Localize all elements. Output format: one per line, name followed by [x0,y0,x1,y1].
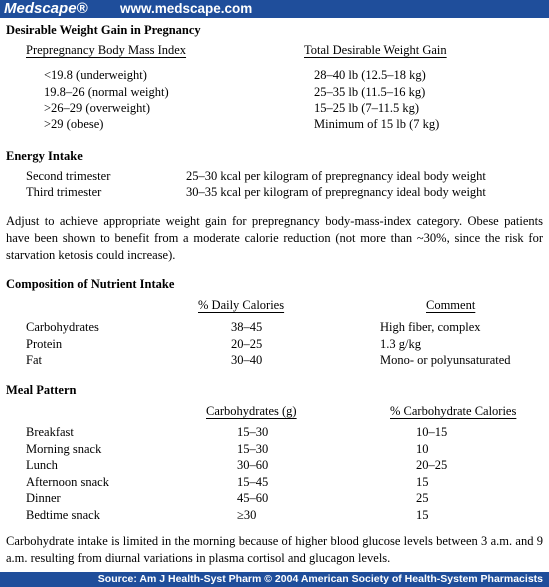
table-cell: 15 [416,475,429,489]
daily-calories-header: % Daily Calories [198,298,285,312]
meal-pattern-title: Meal Pattern [6,383,77,397]
table-cell: 15–25 lb (7–11.5 kg) [314,101,420,115]
table-cell: 30–40 [231,353,263,367]
table-cell: 15–30 [237,442,269,456]
carbohydrates-header: Carbohydrates (g) [206,404,297,418]
table-cell: Lunch [26,458,58,472]
table-cell: Second trimester [26,169,111,183]
weight-gain-title: Desirable Weight Gain in Pregnancy [6,23,201,37]
table-cell: 10 [416,442,429,456]
meal-note: Carbohydrate intake is limited in the morning because of higher blood glucose levels between 3 a.m. and 9 a.m. resulting from diurnal variations in plasma cortisol and glucagon levels. [6,534,543,565]
table-cell: 45–60 [237,491,269,505]
table-cell: 25–30 kcal per kilogram of prepregnancy ideal body weight [186,169,486,183]
source-citation: Source: Am J Health-Syst Pharm © 2004 American Society of Health-System Pharmacists [97,573,543,585]
table-cell: 28–40 lb (12.5–18 kg) [314,68,426,82]
table-cell: Protein [26,337,63,351]
table-cell: 38–45 [231,320,263,334]
table-cell: 15–45 [237,475,269,489]
table-cell: Afternoon snack [26,475,109,489]
table-cell: <19.8 (underweight) [44,68,147,82]
table-cell: Fat [26,353,42,367]
composition-title: Composition of Nutrient Intake [6,277,175,291]
table-cell: 30–60 [237,458,269,472]
table-cell: 15 [416,508,429,522]
energy-intake-title: Energy Intake [6,149,83,163]
table-cell: 25–35 lb (11.5–16 kg) [314,85,426,99]
table-cell: Bedtime snack [26,508,100,522]
source-footer [0,572,549,587]
table-cell: 25 [416,491,429,505]
table-cell: 1.3 g/kg [380,337,421,351]
bmi-column-header: Prepregnancy Body Mass Index [26,43,187,57]
table-cell: 15–30 [237,425,269,439]
site-url[interactable]: www.medscape.com [120,1,253,16]
table-cell: Carbohydrates [26,320,99,334]
table-cell: >26–29 (overweight) [44,101,150,115]
table-cell: Morning snack [26,442,102,456]
table-cell: Minimum of 15 lb (7 kg) [314,117,440,131]
comment-header: Comment [426,298,476,312]
carb-calories-header: % Carbohydrate Calories [390,404,517,418]
medscape-logo[interactable]: Medscape® [4,0,88,17]
top-banner [0,0,549,18]
table-cell: Mono- or polyunsaturated [380,353,511,367]
table-cell: 10–15 [416,425,448,439]
table-cell: Breakfast [26,425,74,439]
table-cell: High fiber, complex [380,320,481,334]
table-cell: 30–35 kcal per kilogram of prepregnancy ideal body weight [186,185,486,199]
table-cell: Third trimester [26,185,102,199]
energy-note: Adjust to achieve appropriate weight gain for prepregnancy body-mass-index category. Obese patients have been shown to benefit from a moderate calorie reduction (not more than ~30%, since the risk for starvation ketosis could increase). [6,214,543,262]
table-cell: >29 (obese) [44,117,104,131]
weight-gain-column-header: Total Desirable Weight Gain [304,43,447,57]
table-cell: 20–25 [416,458,448,472]
table-cell: 20–25 [231,337,263,351]
table-cell: Dinner [26,491,61,505]
table-cell: 19.8–26 (normal weight) [44,85,169,99]
table-cell: ≥30 [237,508,257,522]
